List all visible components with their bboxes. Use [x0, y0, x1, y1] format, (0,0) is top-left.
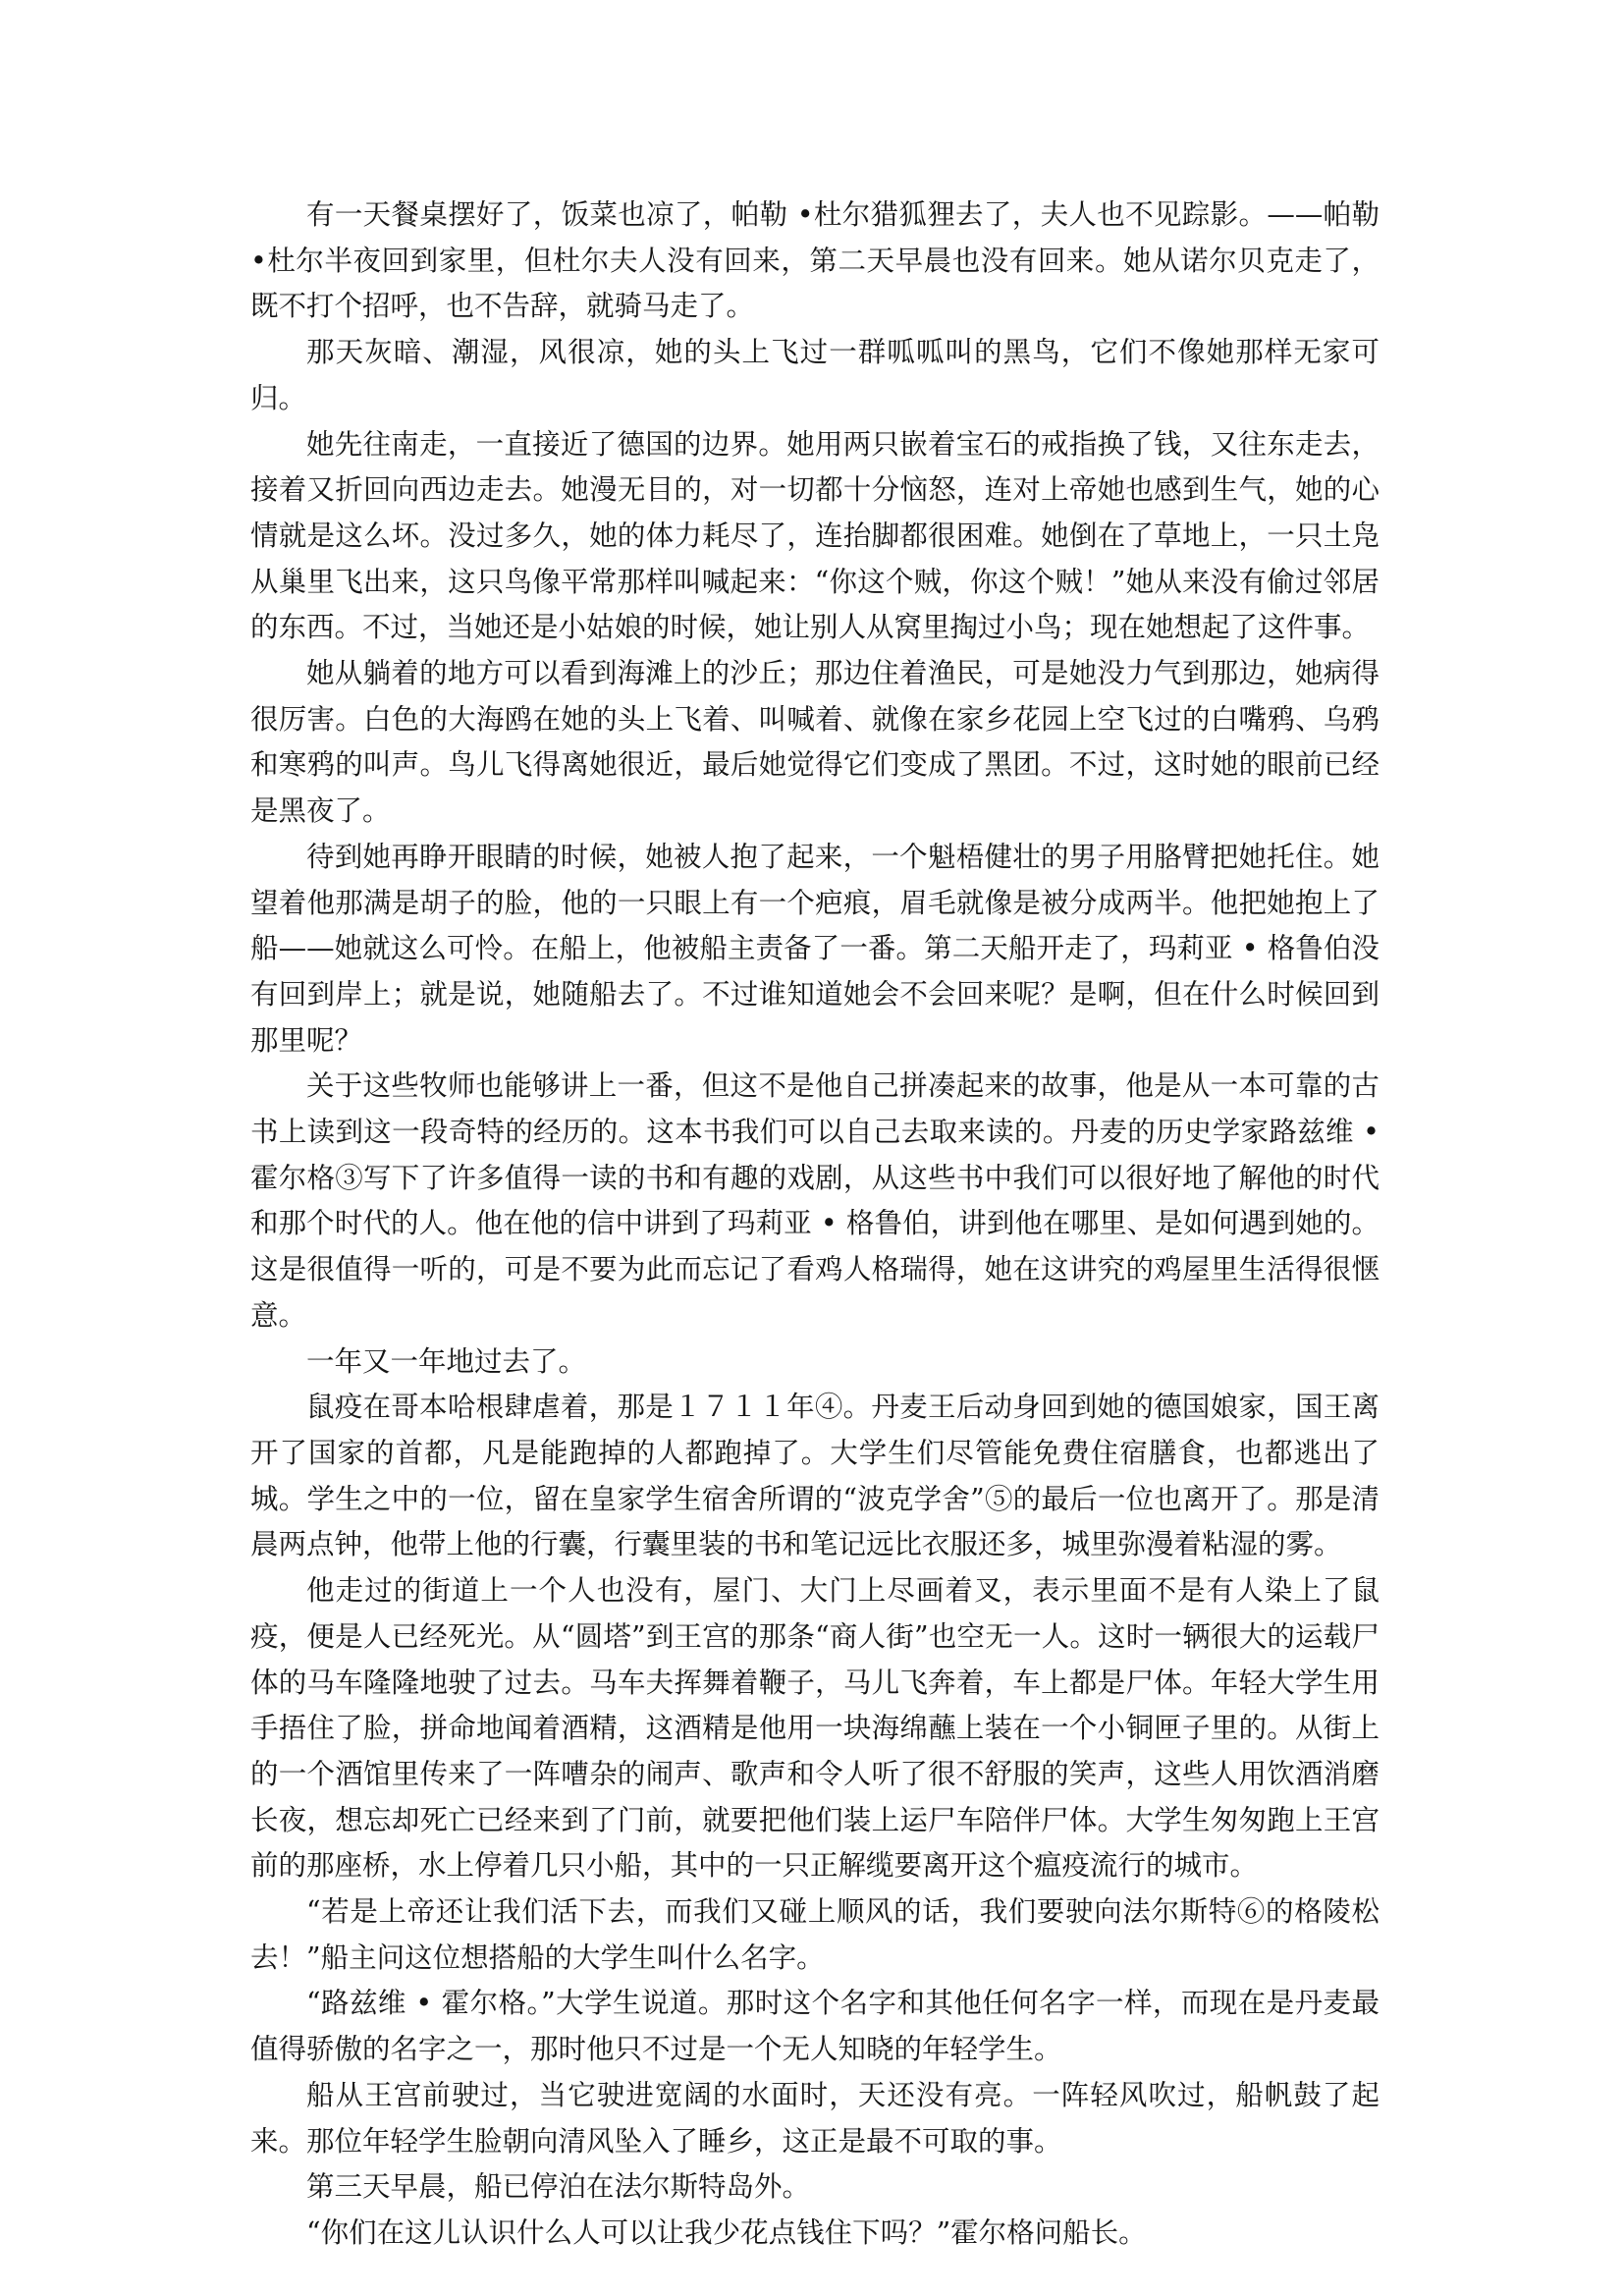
paragraph: 她先往南走，一直接近了德国的边界。她用两只嵌着宝石的戒指换了钱，又往东走去，接着又折回向西边走去。她漫无目的，对一切都十分恼怒，连对上帝她也感到生气，她的心情就是这么坏。没过多久，她的体力耗尽了，连抬脚都很困难。她倒在了草地上，一只土凫从巢里飞出来，这只鸟像平常那样叫喊起来：“你这个贼，你这个贼！”她从来没有偷过邻居的东西。不过，当她还是小姑娘的时候，她让别人从窝里掏过小鸟；现在她想起了这件事。 [250, 427, 1380, 644]
paragraph: 有一天餐桌摆好了，饭菜也凉了，帕勒 •杜尔猎狐狸去了，夫人也不见踪影。——帕勒 •杜尔半夜回到家里，但杜尔夫人没有回来，第二天早晨也没有回来。她从诺尔贝克走了，既不打个招呼，也不告辞，就骑马走了。 [250, 198, 1380, 323]
paragraph: “若是上帝还让我们活下去，而我们又碰上顺风的话，我们要驶向法尔斯特⑥的格陵松去！”船主问这位想搭船的大学生叫什么名字。 [250, 1895, 1380, 1974]
paragraph: 待到她再睁开眼睛的时候，她被人抱了起来，一个魁梧健壮的男子用胳臂把她托住。她望着他那满是胡子的脸，他的一只眼上有一个疤痕，眉毛就像是被分成两半。他把她抱上了船——她就这么可怜。在船上，他被船主责备了一番。第二天船开走了，玛莉亚 • 格鲁伯没有回到岸上；就是说，她随船去了。不过谁知道她会不会回来呢？是啊，但在什么时候回到那里呢？ [250, 840, 1380, 1057]
document-page [250, 192, 1380, 2257]
paragraph: 那天灰暗、潮湿，风很凉，她的头上飞过一群呱呱叫的黑鸟，它们不像她那样无家可归。 [250, 336, 1380, 414]
paragraph: 一年又一年地过去了。 [306, 1344, 587, 1378]
paragraph: “路兹维 • 霍尔格。”大学生说道。那时这个名字和其他任何名字一样，而现在是丹麦最值得骄傲的名字之一，那时他只不过是一个无人知晓的年轻学生。 [250, 1987, 1380, 2066]
paragraph: 船从王宫前驶过，当它驶进宽阔的水面时，天还没有亮。一阵轻风吹过，船帆鼓了起来。那位年轻学生脸朝向清风坠入了睡乡，这正是最不可取的事。 [250, 2078, 1380, 2158]
paragraph: 他走过的街道上一个人也没有，屋门、大门上尽画着叉，表示里面不是有人染上了鼠疫，便是人已经死光。从“圆塔”到王宫的那条“商人街”也空无一人。这时一辆很大的运载尸体的马车隆隆地驶了过去。马车夫挥舞着鞭子，马儿飞奔着，车上都是尸体。年轻大学生用手捂住了脸，拼命地闻着酒精，这酒精是他用一块海绵蘸上装在一个小铜匣子里的。从街上的一个酒馆里传来了一阵嘈杂的闹声、歌声和令人听了很不舒服的笑声，这些人用饮酒消磨长夜，想忘却死亡已经来到了门前，就要把他们装上运尸车陪伴尸体。大学生匆匆跑上王宫前的那座桥，水上停着几只小船，其中的一只正解缆要离开这个瘟疫流行的城市。 [250, 1574, 1380, 1883]
paragraph: 关于这些牧师也能够讲上一番，但这不是他自己拼凑起来的故事，他是从一本可靠的古书上读到这一段奇特的经历的。这本书我们可以自己去取来读的。丹麦的历史学家路兹维 •霍尔格③写下了许多值得一读的书和有趣的戏剧，从这些书中我们可以很好地了解他的时代和那个时代的人。他在他的信中讲到了玛莉亚 • 格鲁伯，讲到他在哪里、是如何遇到她的。这是很值得一听的，可是不要为此而忘记了看鸡人格瑞得，她在这讲究的鸡屋里生活得很惬意。 [250, 1069, 1380, 1332]
paragraph: 鼠疫在哥本哈根肆虐着，那是１７１１年④。丹麦王后动身回到她的德国娘家，国王离开了国家的首都，凡是能跑掉的人都跑掉了。大学生们尽管能免费住宿膳食，也都逃出了城。学生之中的一位，留在皇家学生宿舍所谓的“波克学舍”⑤的最后一位也离开了。那是清晨两点钟，他带上他的行囊，行囊里装的书和笔记远比衣服还多，城里弥漫着粘湿的雾。 [250, 1391, 1380, 1561]
paragraph: “你们在这儿认识什么人可以让我少花点钱住下吗？”霍尔格问船长。 [306, 2215, 1147, 2249]
paragraph: 第三天早晨，船已停泊在法尔斯特岛外。 [306, 2170, 811, 2204]
paragraph: 她从躺着的地方可以看到海滩上的沙丘；那边住着渔民，可是她没力气到那边，她病得很厉害。白色的大海鸥在她的头上飞着、叫喊着、就像在家乡花园上空飞过的白嘴鸦、乌鸦和寒鸦的叫声。鸟儿飞得离她很近，最后她觉得它们变成了黑团。不过，这时她的眼前已经是黑夜了。 [250, 657, 1380, 828]
